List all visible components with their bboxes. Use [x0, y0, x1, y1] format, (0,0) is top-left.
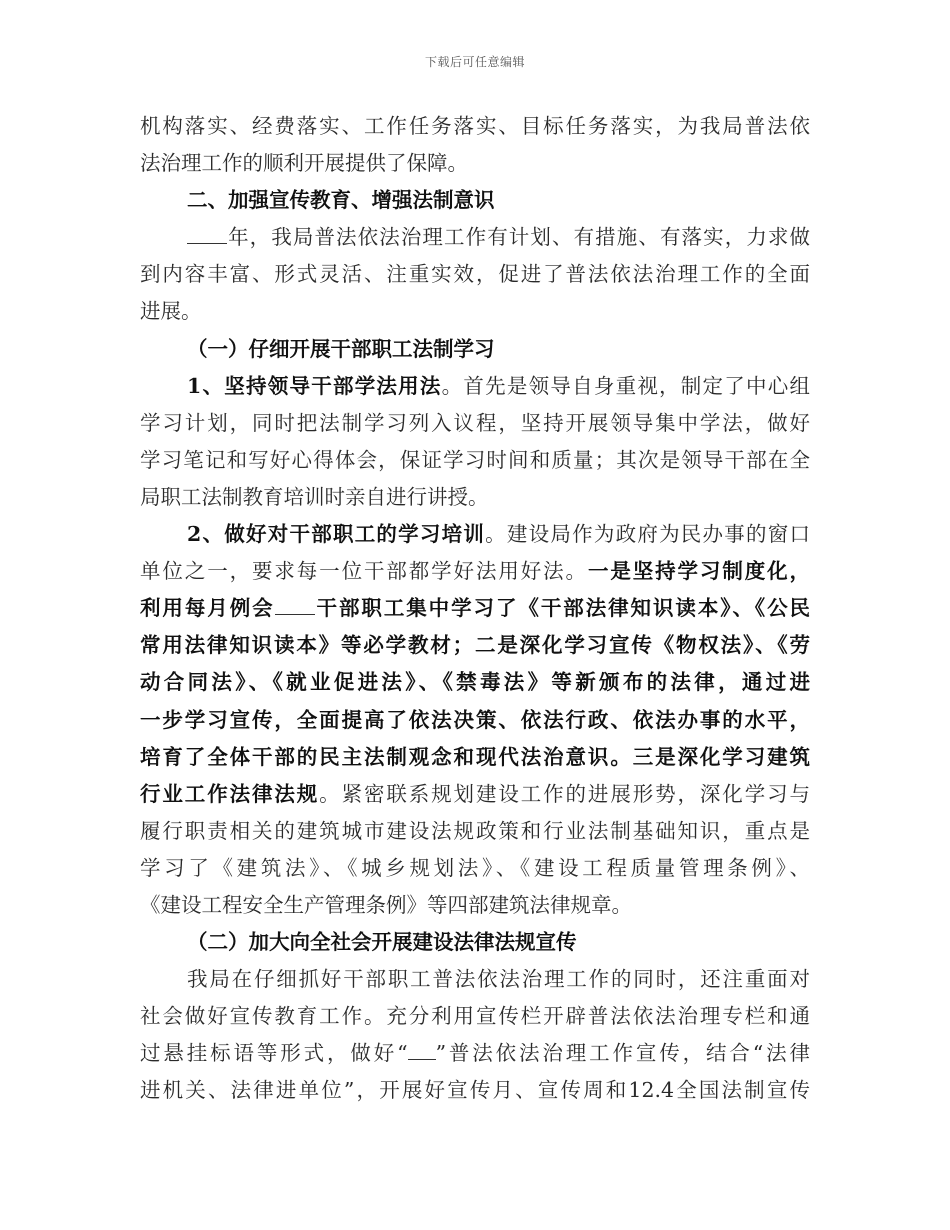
text-segment: 进机关、法律进单位”，开展好宣传月、宣传周和12.4全国法制宣传: [140, 1078, 810, 1103]
text-line: [140, 1072, 810, 1109]
text-line: [140, 219, 810, 256]
text-line: [140, 590, 810, 627]
bold-text: （二）加大向全社会开展建设法律法规宣传: [187, 930, 577, 955]
bold-text: 一步学习宣传，全面提高了依法决策、依法行政、依法办事的水平，: [140, 707, 810, 732]
bold-text: 行业工作法律法规: [140, 781, 320, 806]
fill-in-blank: [187, 225, 227, 244]
bold-text: 干部职工集中学习了《干部法律知识读本》、《公民: [314, 596, 811, 621]
text-segment: 《建设工程安全生产管理条例》等四部建筑法律规章。: [140, 892, 632, 917]
text-segment: 学习笔记和写好心得体会，保证学习时间和质量；其次是领导干部在全: [140, 447, 810, 472]
text-line: [140, 813, 810, 850]
text-line: [140, 145, 810, 182]
page-header: 下载后可任意编辑: [424, 55, 525, 69]
text-line: [140, 850, 810, 887]
bold-text: 1、坚持领导干部学法用法: [187, 373, 442, 398]
text-line: [140, 887, 810, 924]
fill-in-blank: [408, 1041, 436, 1060]
bold-text: 一是坚持学习制度化，: [587, 559, 811, 584]
text-segment: 到内容丰富、形式灵活、注重实效，促进了普法依法治理工作的全面: [140, 262, 810, 287]
text-line: [140, 553, 810, 590]
text-line: [140, 664, 810, 701]
text-line: [140, 702, 810, 739]
text-line: [140, 108, 810, 145]
section-heading: [140, 331, 810, 368]
text-line: [140, 256, 810, 293]
text-segment: 法治理工作的顺利开展提供了保障。: [140, 151, 468, 176]
text-line: [140, 1035, 810, 1072]
text-line: [140, 961, 810, 998]
text-line: [140, 739, 810, 776]
bold-text: 动合同法》、《就业促进法》、《禁毒法》等新颁布的法律，通过进: [140, 670, 810, 695]
bold-text: 利用每月例会: [140, 596, 275, 621]
bold-text: 二、加强宣传教育、增强法制意识: [187, 188, 495, 213]
text-segment: 过悬挂标语等形式，做好“: [140, 1041, 408, 1066]
bold-text: （一）仔细开展干部职工法制学习: [187, 336, 495, 361]
text-line: [140, 405, 810, 442]
text-segment: ”普法依法治理工作宣传，结合“法律: [435, 1041, 810, 1066]
fill-in-blank: [275, 596, 315, 615]
text-line: [140, 479, 810, 516]
text-segment: 社会做好宣传教育工作。充分利用宣传栏开辟普法依法治理专栏和通: [140, 1004, 810, 1029]
text-line: [140, 998, 810, 1035]
bold-text: 2、做好对干部职工的学习培训: [187, 522, 486, 547]
text-line: [140, 627, 810, 664]
text-segment: 。建设局作为政府为民办事的窗口: [485, 522, 811, 547]
text-segment: 进展。: [140, 299, 202, 324]
bold-text: 常用法律知识读本》等必学教材；二是深化学习宣传《物权法》、《劳: [140, 633, 810, 658]
text-segment: 机构落实、经费落实、工作任务落实、目标任务落实，为我局普法依: [140, 114, 810, 138]
document-body: [140, 108, 810, 1110]
text-line: [140, 776, 810, 813]
section-heading: [140, 182, 810, 219]
text-line: [140, 442, 810, 479]
section-heading: [140, 924, 810, 961]
text-segment: 学习计划，同时把法制学习列入议程，坚持开展领导集中学法，做好: [140, 410, 810, 435]
text-segment: 。紧密联系规划建设工作的进展形势，深化学习与: [319, 781, 810, 806]
text-segment: 。首先是领导自身重视，制定了中心组: [441, 373, 811, 398]
text-segment: 我局在仔细抓好干部职工普法依法治理工作的同时，还注重面对: [187, 967, 810, 992]
text-segment: 单位之一，要求每一位干部都学好法用好法。: [140, 559, 588, 584]
text-segment: 学习了《建筑法》、《城乡规划法》、《建设工程质量管理条例》、: [140, 855, 810, 880]
text-segment: 年，我局普法依法治理工作有计划、有措施、有落实，力求做: [227, 225, 810, 250]
text-line: [140, 368, 810, 405]
text-line: [140, 293, 810, 330]
bold-text: 培育了全体干部的民主法制观念和现代法治意识。三是深化学习建筑: [140, 744, 810, 769]
text-segment: 局职工法制教育培训时亲自进行讲授。: [140, 484, 489, 509]
text-segment: 履行职责相关的建筑城市建设法规政策和行业法制基础知识，重点是: [140, 818, 810, 843]
text-line: [140, 516, 810, 553]
